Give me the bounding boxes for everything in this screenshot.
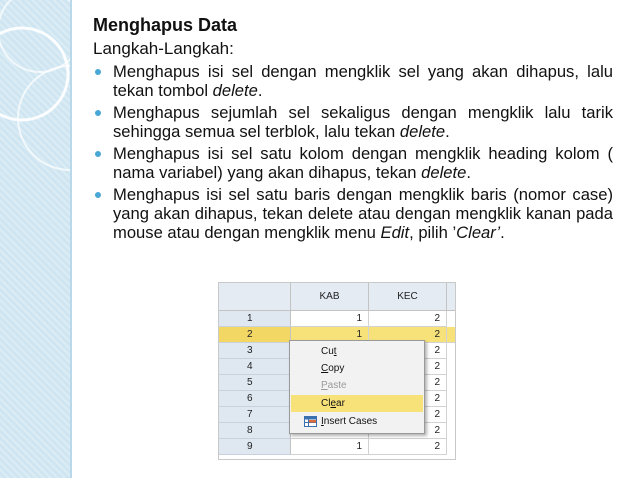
column-header-next: [447, 283, 455, 311]
cell-kec[interactable]: 2: [369, 375, 447, 391]
slide-subtitle: Langkah-Langkah:: [93, 39, 234, 58]
bullet-item: Menghapus isi sel dengan mengklik sel yang akan dihapus, lalu tekan tombol delete.: [93, 62, 613, 100]
bullet-item: Menghapus isi sel satu kolom dengan mengklik heading kolom ( nama variabel) yang akan dihapus, tekan delete.: [93, 144, 613, 182]
slide-content: [93, 14, 613, 245]
bullet-icon: [95, 192, 101, 198]
decorative-circles: [0, 0, 70, 478]
cell-kec[interactable]: 2: [369, 407, 447, 423]
bullet-item: Menghapus isi sel satu baris dengan mengklik baris (nomor case) yang akan dihapus, tekan delete atau dengan mengklik kanan pada mouse atau dengan mengklik menu Edit, pilih ’Clear’.: [93, 185, 613, 242]
row-number[interactable]: 1: [219, 311, 291, 327]
menu-item-paste[interactable]: Paste: [321, 380, 347, 391]
insert-cases-icon: [304, 416, 317, 427]
menu-item-insert-cases[interactable]: Insert Cases: [291, 413, 423, 430]
menu-item-copy[interactable]: Copy: [321, 363, 345, 374]
cell-kec[interactable]: 2: [369, 311, 447, 327]
bullet-icon: [95, 69, 101, 75]
slide-title: Menghapus Data: [93, 15, 238, 35]
cell-kab[interactable]: 1: [291, 327, 369, 343]
cell-kec[interactable]: 2: [369, 359, 447, 375]
bullet-list: [93, 62, 613, 242]
row-number[interactable]: 9: [219, 439, 291, 455]
row-number[interactable]: 7: [219, 407, 291, 423]
column-header-kab[interactable]: KAB: [291, 283, 369, 311]
bullet-icon: [95, 151, 101, 157]
menu-item-clear[interactable]: Clear: [291, 395, 423, 412]
cell-kec[interactable]: 2: [369, 439, 447, 455]
cell-kec[interactable]: 2: [369, 327, 447, 343]
cell-kec[interactable]: 2: [369, 391, 447, 407]
bullet-icon: [95, 110, 101, 116]
cell-kec[interactable]: 2: [369, 343, 447, 359]
cell-kec[interactable]: 2: [369, 423, 447, 439]
corner-header[interactable]: [219, 283, 291, 311]
context-menu: [289, 340, 425, 434]
row-number[interactable]: 6: [219, 391, 291, 407]
row-number-selected[interactable]: 2: [219, 327, 291, 343]
cell-extra: [447, 327, 455, 343]
bullet-item: Menghapus sejumlah sel sekaligus dengan mengklik lalu tarik sehingga semua sel terblok, lalu tekan delete.: [93, 103, 613, 141]
row-number[interactable]: 8: [219, 423, 291, 439]
sidebar-divider: [70, 0, 72, 478]
cell-kab[interactable]: 1: [291, 439, 369, 455]
row-number[interactable]: 5: [219, 375, 291, 391]
row-number[interactable]: 4: [219, 359, 291, 375]
menu-item-cut[interactable]: Cut: [321, 346, 337, 357]
column-header-kec[interactable]: KEC: [369, 283, 447, 311]
row-number[interactable]: 3: [219, 343, 291, 359]
cell-kab[interactable]: 1: [291, 311, 369, 327]
decorative-sidebar: [0, 0, 70, 478]
